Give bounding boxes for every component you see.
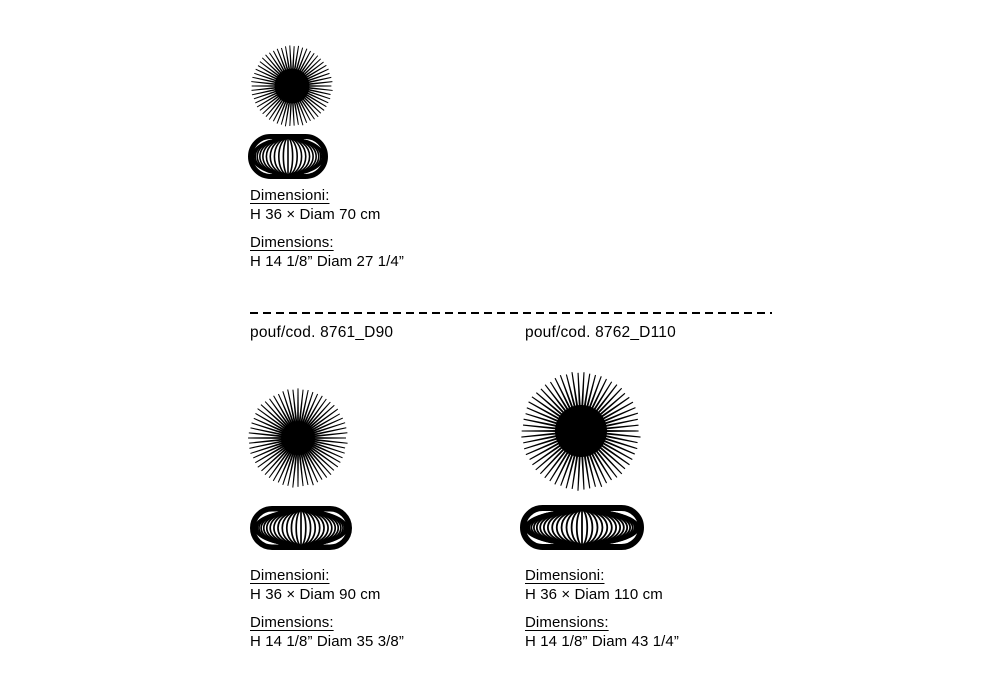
dimensions-label: Dimensions: bbox=[250, 234, 334, 251]
pouf-top-view-illustration bbox=[248, 388, 348, 488]
pouf-side-view-illustration bbox=[520, 505, 644, 550]
dimensions-value: H 14 1/8” Diam 43 1/4” bbox=[525, 632, 679, 650]
dimensions-metric-group bbox=[250, 567, 404, 604]
dimensioni-label: Dimensioni: bbox=[525, 567, 605, 584]
dimensions-value: H 14 1/8” Diam 35 3/8” bbox=[250, 632, 404, 650]
dimensions-label: Dimensions: bbox=[525, 614, 609, 631]
dimensions-metric-group bbox=[525, 567, 679, 604]
dimensions-label: Dimensions: bbox=[250, 614, 334, 631]
dimensioni-value: H 36 × Diam 70 cm bbox=[250, 205, 381, 223]
dimensioni-label: Dimensioni: bbox=[250, 567, 330, 584]
product-code-8762-d110: pouf/cod. 8762_D110 bbox=[525, 324, 676, 341]
pouf-top-view-illustration bbox=[521, 371, 641, 491]
dimensions-imperial-group bbox=[525, 614, 679, 651]
dimensioni-value: H 36 × Diam 110 cm bbox=[525, 585, 663, 603]
dimensions-metric-group bbox=[250, 187, 404, 224]
pouf-top-view-illustration bbox=[251, 45, 333, 127]
dimensions-block bbox=[250, 187, 404, 271]
dimensions-value: H 14 1/8” Diam 27 1/4” bbox=[250, 252, 404, 270]
pouf-side-view-illustration bbox=[250, 506, 352, 550]
product-code-8761-d90: pouf/cod. 8761_D90 bbox=[250, 324, 394, 341]
pouf-side-view-illustration bbox=[248, 134, 328, 179]
dimensions-imperial-group bbox=[250, 614, 404, 651]
dimensions-block bbox=[250, 567, 404, 651]
dimensioni-label: Dimensioni: bbox=[250, 187, 330, 204]
dimensioni-value: H 36 × Diam 90 cm bbox=[250, 585, 381, 603]
dimensions-imperial-group bbox=[250, 234, 404, 271]
dimensions-block bbox=[525, 567, 679, 651]
dashed-divider bbox=[250, 312, 772, 314]
